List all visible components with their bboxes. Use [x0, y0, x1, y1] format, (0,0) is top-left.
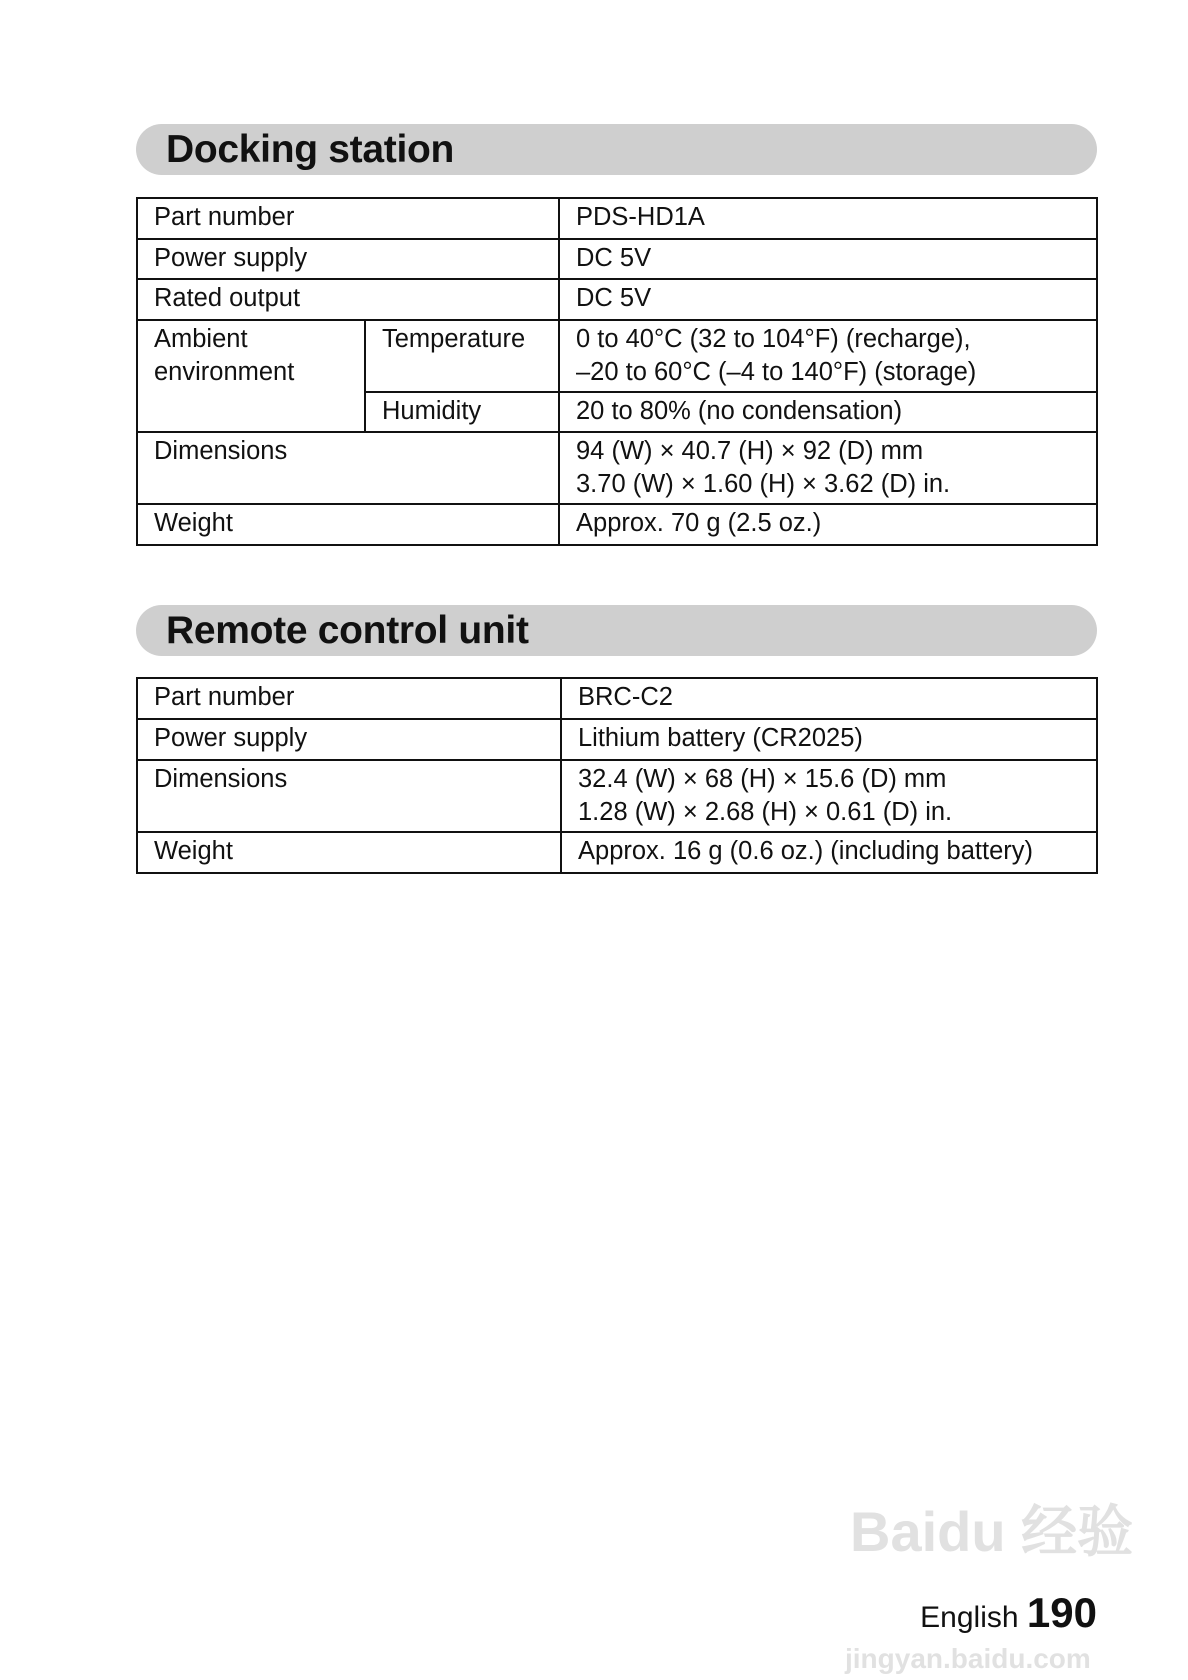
table-row: [137, 504, 1097, 545]
section-title: Docking station: [166, 128, 455, 171]
table-row: [137, 678, 1097, 719]
table-row: [137, 320, 1097, 392]
spec-label: Weight: [137, 832, 561, 873]
table-row: [137, 832, 1097, 873]
ambient-label: Ambient environment: [154, 325, 295, 386]
dimension-line: 3.70 (W) × 1.60 (H) × 3.62 (D) in.: [576, 470, 951, 498]
spec-value: DC 5V: [559, 239, 1097, 279]
spec-value: Approx. 16 g (0.6 oz.) (including battery): [561, 832, 1097, 873]
table-row: [137, 432, 1097, 504]
section-header-docking: [136, 124, 1097, 175]
table-row: [137, 719, 1097, 760]
spec-value: BRC-C2: [561, 678, 1097, 719]
watermark-url: jingyan.baidu.com: [845, 1643, 1091, 1674]
spec-label: Dimensions: [137, 432, 559, 504]
dimension-line: 32.4 (W) × 68 (H) × 15.6 (D) mm: [578, 765, 947, 793]
temperature-line: –20 to 60°C (–4 to 140°F) (storage): [576, 358, 977, 386]
spec-value: Approx. 70 g (2.5 oz.): [559, 504, 1097, 545]
dimension-line: 1.28 (W) × 2.68 (H) × 0.61 (D) in.: [578, 798, 953, 826]
dimension-line: 94 (W) × 40.7 (H) × 92 (D) mm: [576, 437, 924, 465]
spec-label: Part number: [137, 198, 559, 239]
spec-sublabel: Humidity: [365, 392, 559, 432]
table-row: [137, 239, 1097, 279]
section-title: Remote control unit: [166, 609, 529, 652]
footer-language: English: [920, 1601, 1019, 1634]
spec-label: Rated output: [137, 279, 559, 320]
spec-label: [137, 320, 365, 432]
docking-spec-table: [136, 197, 1098, 546]
section-header-remote: [136, 605, 1097, 656]
spec-label: Power supply: [137, 239, 559, 279]
spec-value: [561, 760, 1097, 832]
spec-value: [559, 320, 1097, 392]
watermark-logo: Baidu 经验: [850, 1500, 1134, 1563]
spec-label: Weight: [137, 504, 559, 545]
spec-label: Power supply: [137, 719, 561, 760]
table-row: [137, 198, 1097, 239]
table-row: [137, 760, 1097, 832]
spec-sublabel: Temperature: [365, 320, 559, 392]
spec-value: DC 5V: [559, 279, 1097, 320]
remote-spec-table: [136, 677, 1098, 874]
spec-value: [559, 432, 1097, 504]
spec-label: Dimensions: [137, 760, 561, 832]
table-row: [137, 279, 1097, 320]
page-footer: [920, 1588, 1097, 1638]
spec-value: 20 to 80% (no condensation): [559, 392, 1097, 432]
spec-label: Part number: [137, 678, 561, 719]
page-number: 190: [1026, 1589, 1097, 1636]
spec-value: PDS-HD1A: [559, 198, 1097, 239]
spec-value: Lithium battery (CR2025): [561, 719, 1097, 760]
temperature-line: 0 to 40°C (32 to 104°F) (recharge),: [576, 325, 971, 353]
